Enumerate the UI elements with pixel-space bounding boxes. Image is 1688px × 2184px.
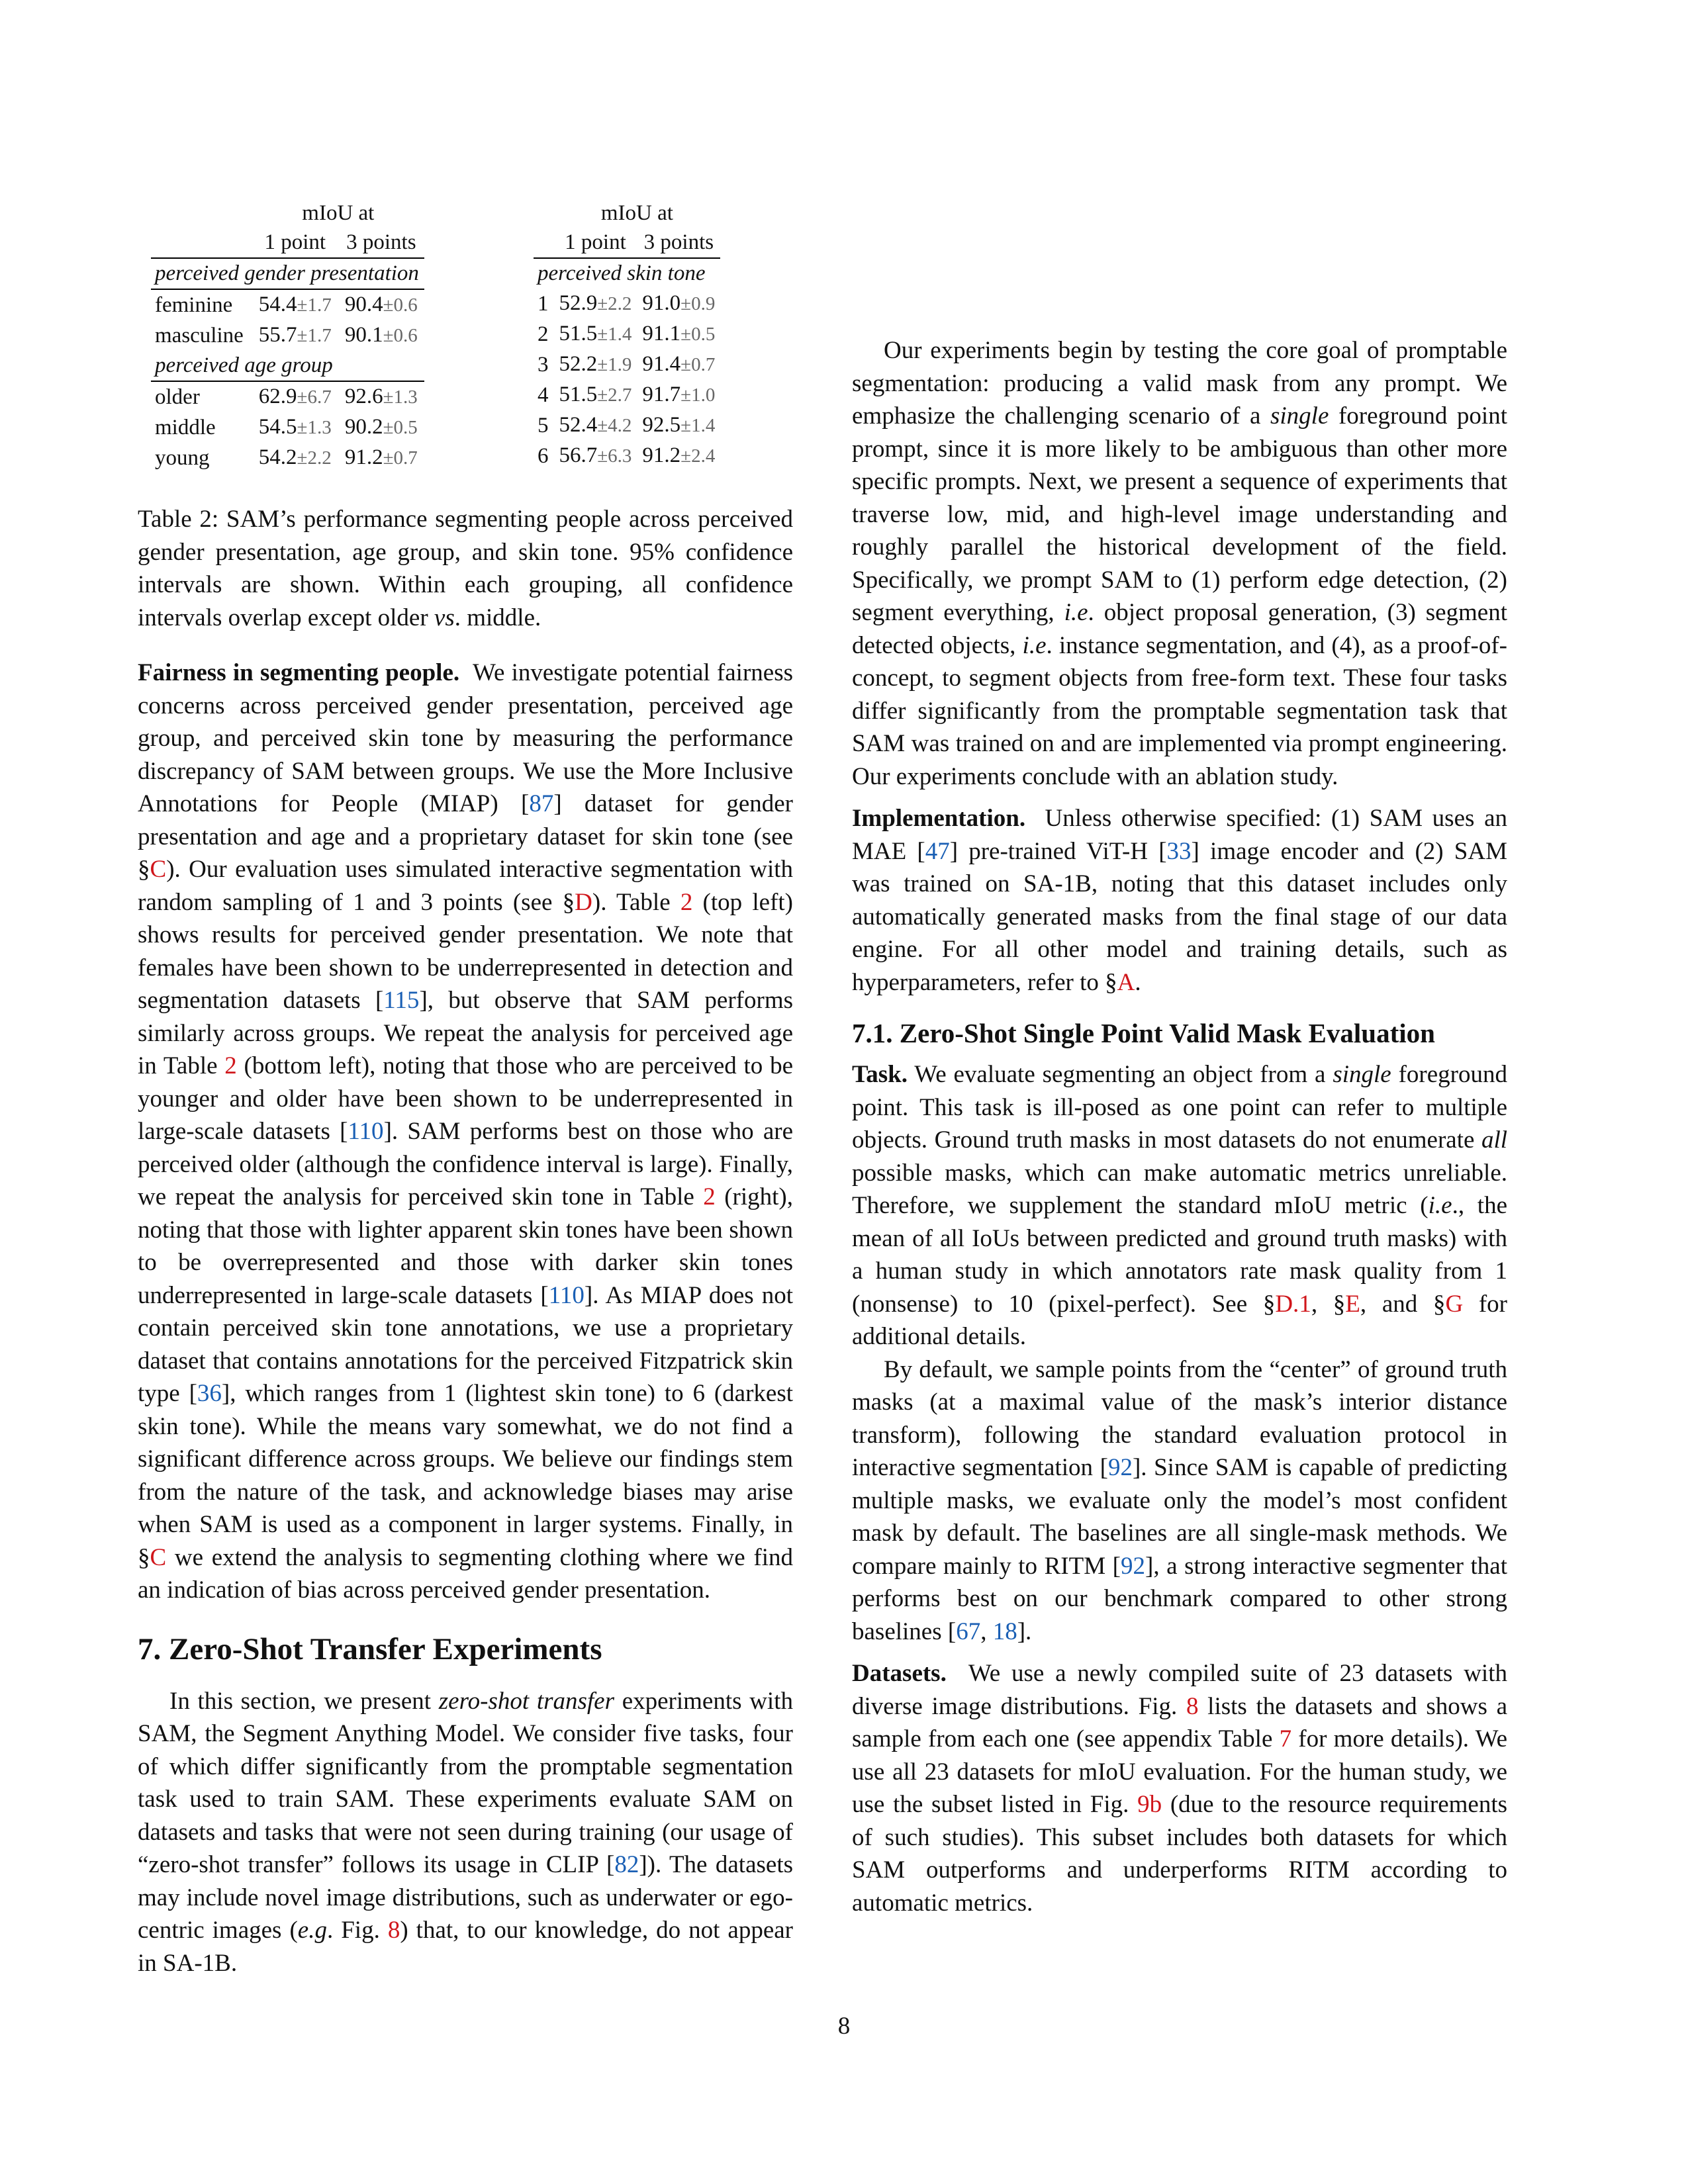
- table-link[interactable]: 2: [224, 1052, 237, 1079]
- appendix-link[interactable]: C: [150, 856, 167, 883]
- table-header-col2: 3 points: [338, 228, 424, 258]
- fairness-paragraph: Fairness in segmenting people. We investigate potential fairness concerns across perceived gender presentation, perceived age group, and perceived skin tone by measuring the performance discrepancy of SAM between groups. We use the More Inclusive Annotations for People (MIAP) [87] dataset for gender presentation and age and a proprietary dataset for skin tone (see §C). Our evaluation uses simulated interactive segmentation with random sampling of 1 and 3 points (see §D). Table 2 (top left) shows results for perceived gender presentation. We note that females have been shown to be underrepresented in detection and segmentation datasets [115], but observe that SAM performs similarly across groups. We repeat the analysis for perceived age in Table 2 (bottom left), noting that those who are perceived to be younger and older have been shown to be underrepresented in large-scale datasets [110]. SAM performs best on those who are perceived older (although the confidence interval is large). Finally, we repeat the analysis for perceived skin tone in Table 2 (right), noting that those with lighter apparent skin tones have been shown to be overrepresented and those with darker skin tones underrepresented in large-scale datasets [110]. As MIAP does not contain perceived skin tone annotations, we use a proprietary dataset that contains annotations for the perceived Fitzpatrick skin type [36], which ranges from 1 (lightest skin tone) to 6 (darkest skin tone). While the means vary somewhat, we do not find a significant difference across groups. We believe our findings stem from the nature of the task, and acknowledge biases may arise when SAM is used as a component in larger systems. Finally, in §C we extend the analysis to segmenting clothing where we find an indication of bias across perceived gender presentation.: [138, 659, 794, 1604]
- table-row: middle 54.5±1.3 90.2±0.5: [155, 415, 418, 439]
- table-group-label: perceived skin tone: [538, 261, 706, 285]
- table-group-label: perceived age group: [151, 351, 424, 381]
- table-link[interactable]: 2: [703, 1183, 716, 1210]
- table-row: 2 51.5±1.4 91.1±0.5: [538, 322, 716, 346]
- paragraph-heading: Datasets.: [852, 1660, 947, 1687]
- appendix-link[interactable]: E: [1345, 1290, 1360, 1318]
- appendix-link[interactable]: G: [1445, 1290, 1464, 1318]
- paragraph-heading: Task.: [852, 1061, 908, 1088]
- table-header-group: mIoU at: [302, 201, 375, 225]
- task-paragraph: Task. We evaluate segmenting an object from a single foreground point. This task is ill-posed as one point can refer to multiple objects. Ground truth masks in most datasets do not enumerate all possible masks, which can make automatic metrics unreliable. Therefore, we supplement the standard mIoU metric (i.e., the mean of all IoUs between predicted and ground truth masks) with a human study in which annotators rate mask quality from 1 (nonsense) to 10 (pixel-perfect). See §D.1, §E, and §G for additional details.: [852, 1061, 1508, 1350]
- section-7-paragraph-2: Our experiments begin by testing the core goal of promptable segmentation: producing a valid mask from any prompt. We emphasize the challenging scenario of a single foreground point prompt, since it is more likely to be ambiguous than other more specific prompts. Next, we present a sequence of experiments that traverse low, mid, and high-level image understanding and roughly parallel the historical development of the field. Specifically, we prompt SAM to (1) perform edge detection, (2) segment everything, i.e. object proposal generation, (3) segment detected objects, i.e. instance segmentation, and (4), as a proof-of-concept, to segment objects from free-form text. These four tasks differ significantly from the promptable segmentation task that SAM was trained on and are implemented via prompt engineering. Our experiments conclude with an ablation study.: [852, 337, 1507, 790]
- section-7-paragraph-1: In this section, we present zero-shot transfer experiments with SAM, the Segment Anything Model. We consider five tasks, four of which differ significantly from the promptable segmentation task used to train SAM. These experiments evaluate SAM on datasets and tasks that were not seen during training (our usage of “zero-shot transfer” follows its usage in CLIP [82]). The datasets may include novel image distributions, such as underwater or ego-centric images (e.g. Fig. 8) that, to our knowledge, do not appear in SA-1B.: [138, 1687, 793, 1977]
- paragraph-heading: Implementation.: [852, 805, 1026, 832]
- paragraph-heading: Fairness in segmenting people.: [138, 659, 460, 686]
- table-row: 3 52.2±1.9 91.4±0.7: [538, 352, 716, 377]
- table-link[interactable]: 7: [1279, 1725, 1292, 1752]
- citation-link[interactable]: 18: [992, 1617, 1017, 1645]
- datasets-paragraph: Datasets. We use a newly compiled suite of 23 datasets with diverse image distributions. Fig. 8 lists the datasets and shows a sample from each one (see appendix Table 7 for more details). We use all 23 datasets for mIoU evaluation. For the human study, we use the subset listed in Fig. 9b (due to the resource requirements of such studies). This subset includes both datasets for which SAM outperforms and underperforms RITM according to automatic metrics.: [852, 1660, 1508, 1917]
- table-row: 5 52.4±4.2 92.5±1.4: [538, 413, 716, 437]
- figure-link[interactable]: 8: [387, 1917, 400, 1944]
- table-2-caption: Table 2: SAM’s performance segmenting people across perceived gender presentation, age group, and skin tone. 95% confidence intervals are shown. Within each grouping, all confidence intervals overlap except older vs. middle.: [138, 506, 793, 631]
- section-7-1-heading: 7.1. Zero-Shot Single Point Valid Mask Evaluation: [852, 1018, 1435, 1048]
- citation-link[interactable]: 92: [1121, 1552, 1146, 1580]
- table-header-col1: 1 point: [554, 228, 637, 258]
- table-2-left: [151, 199, 424, 473]
- table-row: 1 52.9±2.2 91.0±0.9: [538, 291, 716, 316]
- table-row: 4 51.5±2.7 91.7±1.0: [538, 383, 716, 407]
- table-group-label: perceived gender presentation: [151, 258, 424, 289]
- table-row: 6 56.7±6.3 91.2±2.4: [538, 443, 716, 468]
- figure-link[interactable]: 9b: [1137, 1791, 1162, 1818]
- right-column: [852, 192, 1507, 1919]
- table-row: young 54.2±2.2 91.2±0.7: [155, 445, 418, 470]
- appendix-link[interactable]: D: [575, 888, 592, 916]
- left-column: [138, 199, 793, 1979]
- citation-link[interactable]: 47: [925, 837, 950, 865]
- appendix-link[interactable]: C: [150, 1543, 167, 1571]
- table-header-group: mIoU at: [600, 201, 673, 225]
- table-row: masculine 55.7±1.7 90.1±0.6: [155, 323, 418, 347]
- citation-link[interactable]: 33: [1166, 837, 1192, 865]
- appendix-link[interactable]: A: [1117, 968, 1135, 996]
- table-header-col1: 1 point: [252, 228, 338, 258]
- figure-link[interactable]: 8: [1186, 1692, 1199, 1720]
- table-2-right: [534, 199, 720, 471]
- citation-link[interactable]: 87: [529, 790, 554, 817]
- citation-link[interactable]: 110: [548, 1281, 585, 1309]
- appendix-link[interactable]: D.1: [1275, 1290, 1311, 1318]
- table-header-col2: 3 points: [637, 228, 720, 258]
- table-link[interactable]: 2: [680, 888, 693, 916]
- section-7-heading: 7. Zero-Shot Transfer Experiments: [138, 1631, 602, 1666]
- table-2: [138, 199, 793, 503]
- table-row: older 62.9±6.7 92.6±1.3: [155, 385, 418, 409]
- page-number: 8: [837, 2013, 851, 2040]
- citation-link[interactable]: 115: [383, 987, 420, 1014]
- citation-link[interactable]: 36: [197, 1380, 222, 1407]
- citation-link[interactable]: 92: [1107, 1454, 1133, 1481]
- sampling-paragraph: By default, we sample points from the “center” of ground truth masks (at a maximal value of the mask’s interior distance transform), following the standard evaluation protocol in interactive segmentation [92]. Since SAM is capable of predicting multiple masks, we evaluate only the model’s most confident mask by default. The baselines are all single-mask methods. We compare mainly to RITM [92], a strong interactive segmenter that performs best on our benchmark compared to other strong baselines [67, 18].: [852, 1355, 1508, 1645]
- citation-link[interactable]: 82: [614, 1851, 639, 1878]
- implementation-paragraph: Implementation. Unless otherwise specified: (1) SAM uses an MAE [47] pre-trained ViT-H [33] image encoder and (2) SAM was trained on SA-1B, noting that this dataset includes only automatically generated masks from the final stage of our data engine. For all other model and training details, such as hyperparameters, refer to §A.: [852, 805, 1508, 996]
- citation-link[interactable]: 67: [956, 1617, 981, 1645]
- citation-link[interactable]: 110: [348, 1118, 384, 1145]
- table-row: feminine 54.4±1.7 90.4±0.6: [155, 293, 418, 317]
